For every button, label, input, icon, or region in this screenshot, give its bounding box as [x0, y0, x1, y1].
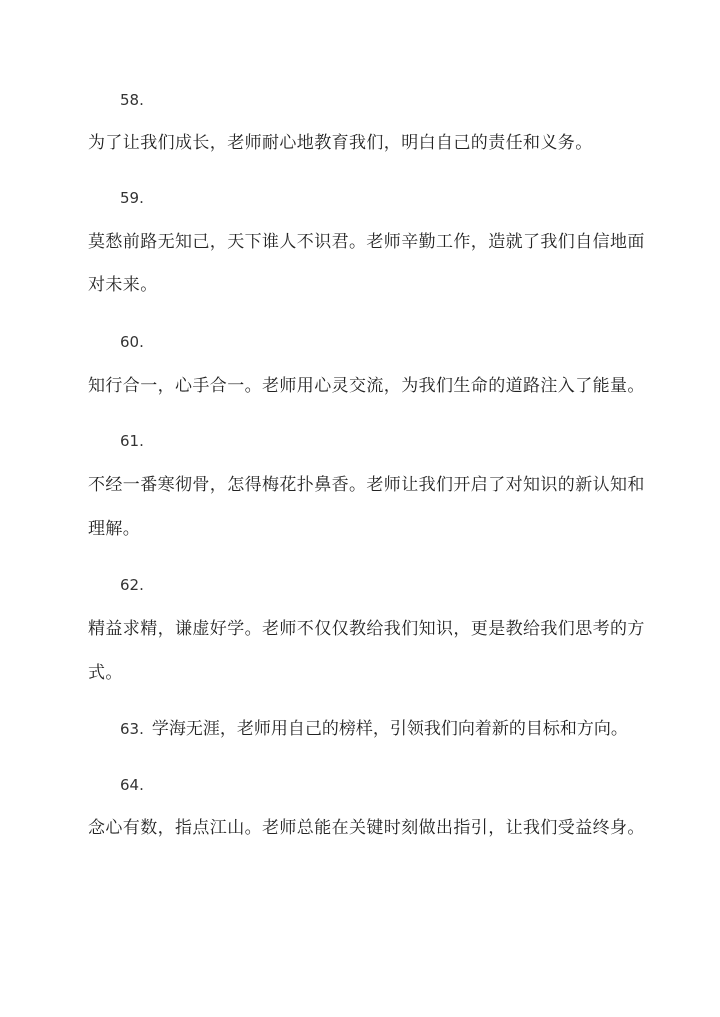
item-text: 不经一番寒彻骨，怎得梅花扑鼻香。老师让我们开启了对知识的新认知和 [88, 475, 645, 495]
item-text: 理解。 [88, 519, 141, 539]
item-number: 60. [120, 333, 144, 351]
item-number: 64. [120, 776, 144, 794]
item-text: 对未来。 [88, 275, 158, 295]
item-number: 59. [120, 189, 144, 207]
item-text: 念心有数，指点江山。老师总能在关键时刻做出指引，让我们受益终身。 [88, 818, 645, 838]
item-text: 知行合一，心手合一。老师用心灵交流，为我们生命的道路注入了能量。 [88, 376, 645, 396]
list-item [120, 717, 628, 741]
item-number: 58. [120, 91, 144, 109]
item-text: 精益求精，谦虚好学。老师不仅仅教给我们知识，更是教给我们思考的方 [88, 619, 645, 639]
item-number: 62. [120, 576, 144, 594]
item-text: 为了让我们成长，老师耐心地教育我们，明白自己的责任和义务。 [88, 133, 593, 153]
item-text: 式。 [88, 663, 123, 683]
item-number: 63. [120, 720, 144, 738]
item-number: 61. [120, 432, 144, 450]
item-text: 学海无涯，老师用自己的榜样，引领我们向着新的目标和方向。 [151, 719, 628, 739]
item-text: 莫愁前路无知己，天下谁人不识君。老师辛勤工作，造就了我们自信地面 [88, 232, 645, 252]
